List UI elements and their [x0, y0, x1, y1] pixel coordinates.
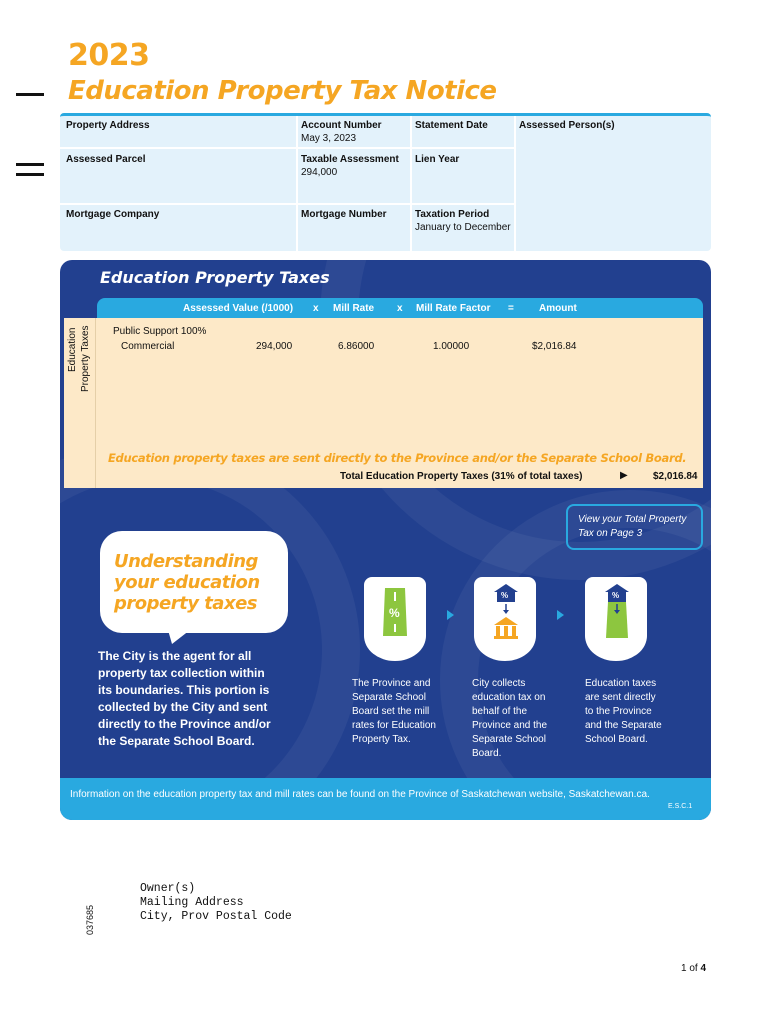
fold-mark-middle-2 [16, 173, 44, 176]
taxable-assessment-label: Taxable Assessment [301, 154, 399, 165]
notice-title: Education Property Tax Notice [68, 76, 497, 106]
step-3-line3: to the Province [585, 706, 652, 717]
mortgage-number-label: Mortgage Number [301, 209, 387, 220]
col-mill-rate: Mill Rate [333, 303, 375, 314]
row-amount: $2,016.84 [532, 341, 577, 352]
page-current: 1 [681, 963, 687, 974]
page-number [681, 963, 706, 974]
city-agent-text [98, 648, 308, 750]
step-2-line2: education tax on [472, 692, 546, 703]
taxation-period-value: January to December [415, 222, 511, 233]
assessed-parcel-label: Assessed Parcel [66, 154, 146, 165]
city-agent-line5: directly to the Province and/or [98, 717, 271, 731]
side-label-line1: Education [67, 327, 78, 372]
mailing-owner: Owner(s) [140, 882, 196, 895]
mailing-address-block [140, 882, 292, 924]
step-3-line2: are sent directly [585, 692, 656, 703]
account-number-value: May 3, 2023 [301, 133, 357, 144]
step-2-line3: behalf of the [472, 706, 528, 717]
city-hall-icon [494, 617, 518, 639]
percent-icon: % [389, 606, 400, 620]
step-2-line4: Province and the [472, 720, 548, 731]
account-info-box [60, 113, 711, 251]
step-1-line1: The Province and [352, 678, 431, 689]
percent-icon-3: % [612, 591, 620, 600]
city-agent-line1: The City is the agent for all [98, 649, 252, 663]
step-2-text [472, 677, 582, 761]
taxation-period-label: Taxation Period [415, 209, 490, 220]
total-arrow-icon: ▶ [620, 470, 628, 481]
bubble-tail [168, 630, 190, 644]
percent-icon-2: % [501, 591, 509, 600]
step-2-line6: Board. [472, 748, 502, 759]
form-code: E.S.C.1 [668, 803, 693, 810]
view-total-property-tax-callout [566, 504, 703, 550]
col-multiply-1: x [313, 303, 319, 314]
step-1-line4: rates for Education [352, 720, 436, 731]
province-document-icon [606, 602, 628, 638]
total-education-taxes-label: Total Education Property Taxes (31% of total taxes) [340, 471, 583, 482]
col-equals: = [508, 303, 514, 314]
view-total-line1: View your Total Property [578, 514, 687, 525]
down-arrow-icon [500, 604, 512, 614]
step-3-text [585, 677, 695, 747]
understanding-line3: property taxes [114, 593, 257, 614]
view-total-line2: Tax on Page 3 [578, 528, 643, 539]
education-taxes-heading: Education Property Taxes [100, 268, 330, 287]
property-address-label: Property Address [66, 120, 150, 131]
step-3-line1: Education taxes [585, 678, 657, 689]
sequence-number: 037685 [85, 904, 95, 935]
step-arrow-icon-2 [557, 610, 564, 620]
total-education-taxes-value: $2,016.84 [653, 471, 698, 482]
fold-mark-top [16, 93, 44, 96]
side-label-line2: Property Taxes [80, 325, 91, 392]
public-support-label: Public Support 100% [113, 326, 207, 337]
page-of: of [689, 963, 698, 974]
city-agent-line6: the Separate School Board. [98, 734, 255, 748]
taxes-sent-note: Education property taxes are sent directly to the Province and/or the Separate School Board. [108, 451, 687, 465]
understanding-bubble [100, 531, 288, 633]
step-1-line3: Board set the mill [352, 706, 430, 717]
step-2-line1: City collects [472, 678, 526, 689]
city-agent-line2: property tax collection within [98, 666, 265, 680]
step-1-text [352, 677, 462, 747]
province-info-text: Information on the education property tax and mill rates can be found on the Province of Saskatchewan website, Saskatchewan.ca. [70, 789, 650, 800]
statement-date-label: Statement Date [415, 120, 488, 131]
info-row-divider-1 [60, 147, 515, 149]
row-class: Commercial [121, 341, 175, 352]
page-total: 4 [700, 963, 707, 974]
account-number-label: Account Number [301, 120, 382, 131]
mailing-address: Mailing Address [140, 896, 244, 909]
mortgage-company-label: Mortgage Company [66, 209, 160, 220]
col-assessed-value: Assessed Value (/1000) [183, 303, 294, 314]
city-agent-line4: collected by the City and sent [98, 700, 268, 714]
row-assessed-value: 294,000 [256, 341, 293, 352]
notice-year: 2023 [68, 38, 150, 73]
city-agent-line3: its boundaries. This portion is [98, 683, 270, 697]
info-row-divider-2 [60, 203, 515, 205]
assessed-persons-label: Assessed Person(s) [519, 120, 615, 131]
col-multiply-2: x [397, 303, 403, 314]
taxable-assessment-value: 294,000 [301, 167, 338, 178]
col-amount: Amount [539, 303, 577, 314]
info-col-divider-2 [410, 116, 412, 251]
step-2-line5: Separate School [472, 734, 546, 745]
col-mill-rate-factor: Mill Rate Factor [416, 303, 491, 314]
row-mill-rate-factor: 1.00000 [433, 341, 470, 352]
step-3-line5: School Board. [585, 734, 648, 745]
step-arrow-icon-1 [447, 610, 454, 620]
step-1-line5: Property Tax. [352, 734, 411, 745]
info-col-divider-3 [514, 116, 516, 251]
fold-mark-middle-1 [16, 163, 44, 166]
understanding-line1: Understanding [114, 551, 258, 572]
step-3-line4: and the Separate [585, 720, 662, 731]
info-col-divider-1 [296, 116, 298, 251]
step-1-line2: Separate School [352, 692, 426, 703]
mailing-city-prov: City, Prov Postal Code [140, 910, 292, 923]
understanding-line2: your education [114, 572, 260, 593]
row-mill-rate: 6.86000 [338, 341, 375, 352]
lien-year-label: Lien Year [415, 154, 460, 165]
